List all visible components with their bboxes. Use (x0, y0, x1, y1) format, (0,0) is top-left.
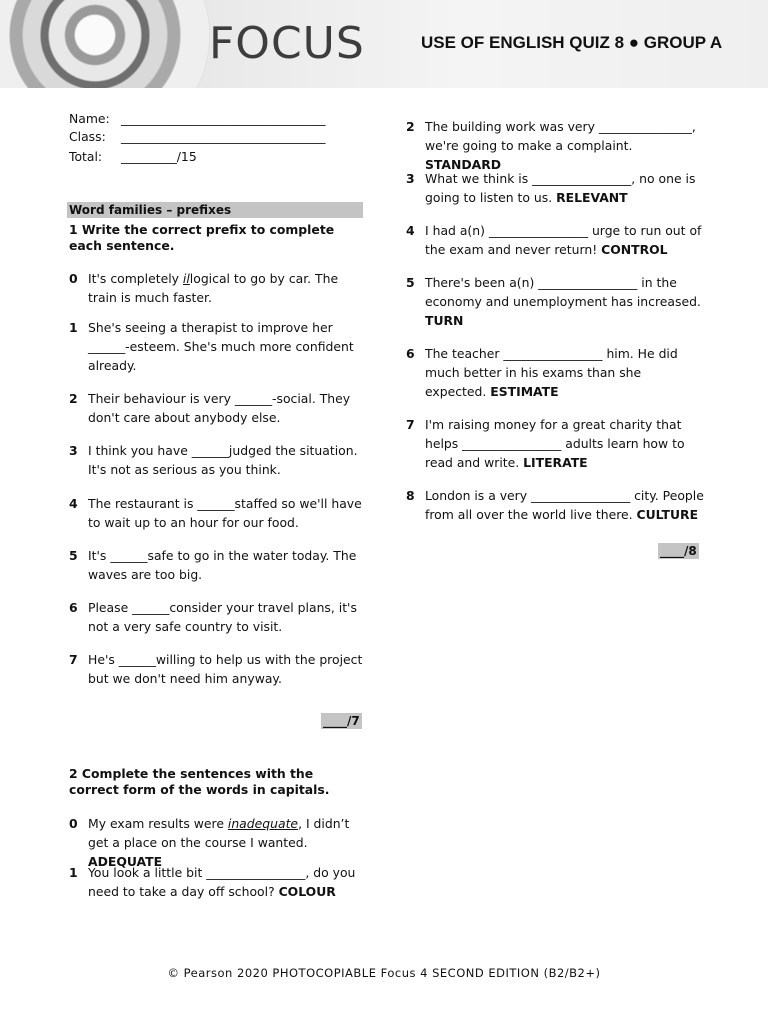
item-text: It's ______safe to go in the water today. The waves are too big. (88, 548, 357, 582)
item-text: Their behaviour is very ______-social. They don't care about anybody else. (88, 391, 351, 425)
item-text: I had a(n) ________________ urge to run out of the exam and never return! CONTROL (425, 223, 702, 257)
capital-word: TURN (425, 313, 464, 328)
item-number: 6 (406, 346, 415, 361)
item-text: You look a little bit ________________, do you need to take a day off school? COLOUR (88, 865, 356, 899)
item-text: The restaurant is ______staffed so we'll have to wait up to an hour for our food. (88, 496, 362, 530)
swirl-logo-graphic (0, 0, 210, 88)
item-number: 4 (69, 496, 78, 511)
item-number: 1 (69, 320, 78, 335)
item-text: London is a very ________________ city. People from all over the world live there. CULTURE (425, 488, 704, 522)
item-number: 3 (69, 443, 78, 458)
item-text: It's completely illogical to go by car. The train is much faster. (88, 271, 339, 305)
capital-word: ESTIMATE (490, 384, 559, 399)
item-number: 3 (406, 171, 415, 186)
focus-logo: FOCUS (209, 18, 365, 69)
exercise-1-instruction: 1 Write the correct prefix to complete each sentence. (69, 222, 335, 253)
item-text: I think you have ______judged the situation. It's not as serious as you think. (88, 443, 358, 477)
class-label: Class: (69, 129, 106, 144)
capital-word: RELEVANT (556, 190, 628, 205)
item-number: 0 (69, 816, 78, 831)
score-box: ____/7 (323, 714, 360, 728)
quiz-title: USE OF ENGLISH QUIZ 8 ● GROUP A (421, 33, 723, 52)
page-footer: © Pearson 2020 PHOTOCOPIABLE Focus 4 SECOND EDITION (B2/B2+) (167, 966, 601, 980)
example-answer: il (182, 271, 190, 286)
section-heading: Word families – prefixes (67, 202, 363, 218)
capital-word: ADEQUATE (88, 854, 163, 869)
item-text: Please ______consider your travel plans, it's not a very safe country to visit. (88, 600, 357, 634)
item-text: He's ______willing to help us with the project but we don't need him anyway. (88, 652, 363, 686)
capital-word: LITERATE (523, 455, 588, 470)
item-number: 4 (406, 223, 415, 238)
item-number: 7 (69, 652, 78, 667)
capital-word: STANDARD (425, 157, 502, 172)
item-number: 0 (69, 271, 78, 286)
capital-word: COLOUR (278, 884, 336, 899)
exercise-2-instruction: 2 Complete the sentences with the correct form of the words in capitals. (69, 766, 330, 797)
score-box: ____/8 (660, 544, 697, 558)
item-number: 8 (406, 488, 415, 503)
item-text: My exam results were inadequate, I didn’t get a place on the course I wanted. ADEQUATE (88, 816, 350, 869)
item-text: I'm raising money for a great charity that helps ________________ adults learn how to read and write. LITERATE (425, 417, 685, 470)
item-number: 7 (406, 417, 415, 432)
item-number: 5 (69, 548, 78, 563)
capital-word: CULTURE (636, 507, 699, 522)
item-number: 6 (69, 600, 78, 615)
item-text: The teacher ________________ him. He did much better in his exams than she expected. ESTIMATE (425, 346, 678, 399)
item-text: There's been a(n) ________________ in the economy and unemployment has increased. TURN (425, 275, 701, 328)
item-number: 2 (69, 391, 78, 406)
class-line: _________________________________ (121, 129, 326, 144)
item-number: 1 (69, 865, 78, 880)
total-label: Total: (69, 149, 103, 164)
item-text: She's seeing a therapist to improve her ______-esteem. She's much more confident already. (88, 320, 354, 373)
item-text: What we think is ________________, no one is going to listen to us. RELEVANT (425, 171, 696, 205)
name-label: Name: (69, 111, 110, 126)
total-value: _________/15 (121, 149, 197, 164)
capital-word: CONTROL (601, 242, 668, 257)
item-number: 2 (406, 119, 415, 134)
item-text: The building work was very _______________, we're going to make a complaint. STANDARD (425, 119, 696, 172)
page-header (0, 0, 768, 88)
item-number: 5 (406, 275, 415, 290)
name-line: _________________________________ (121, 111, 326, 126)
example-answer: inadequate (227, 816, 299, 831)
